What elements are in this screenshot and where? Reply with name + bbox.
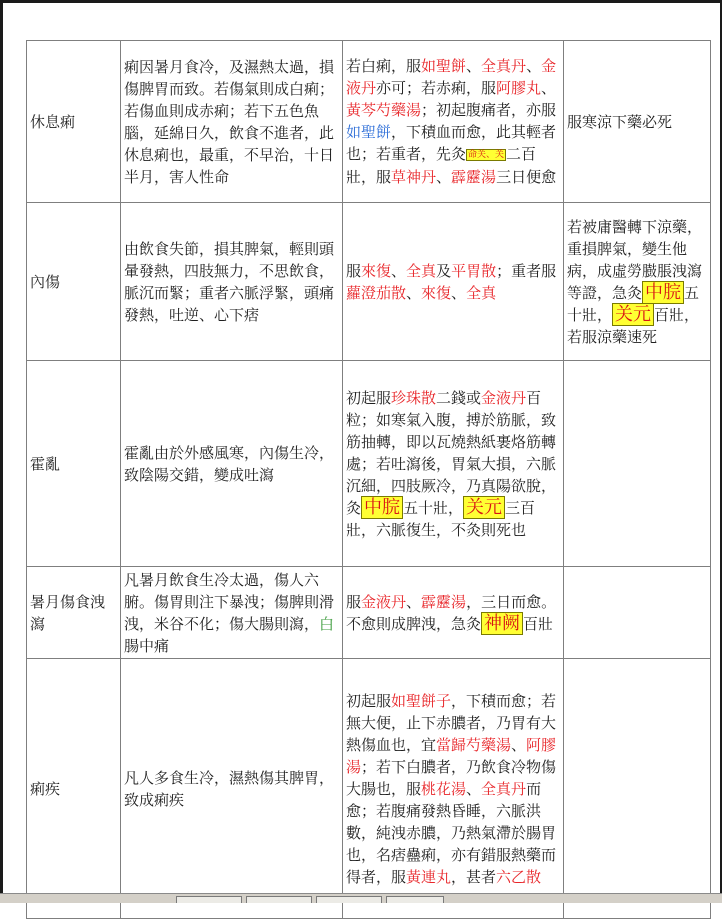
disease-name: 內傷 — [30, 272, 61, 291]
table-row — [27, 41, 711, 203]
cause-highlight[interactable]: 白 — [319, 614, 335, 633]
acupoint-label[interactable]: 关元 — [612, 303, 654, 326]
treatment-cell — [343, 361, 564, 567]
cause-text: 腸中痛 — [124, 636, 170, 655]
cause-text: 凡人多食生冷，濕熱傷其脾胃，致成痢疾 — [124, 768, 335, 809]
treatment-text: 五十壯， — [403, 498, 464, 517]
cause-cell — [121, 659, 343, 919]
note-text: 百壯，若服涼藥速死 — [567, 305, 700, 346]
note-text: 若被庸醫轉下涼藥，重損脾氣，變生他病，成虛勞臌脹洩瀉等證，急灸 — [567, 217, 703, 302]
cause-cell — [121, 361, 343, 567]
treatment-text: 三日便愈 — [496, 167, 557, 186]
disease-treatment-table — [26, 40, 711, 919]
table-row — [27, 361, 711, 567]
drug-link[interactable]: 霹靂湯 — [421, 592, 467, 611]
treatment-text: ，下積血而愈，此其輕者也；若重者，先灸 — [346, 123, 557, 164]
drug-link[interactable]: 來復 — [361, 261, 392, 280]
window-top-border — [0, 0, 722, 3]
cause-text: 霍亂由於外感風寒，內傷生冷，致陰陽交錯，變成吐瀉 — [124, 443, 335, 484]
note-cell — [564, 203, 711, 361]
acupoint-label[interactable]: 中脘 — [361, 496, 403, 519]
drug-link[interactable]: 如聖餅子 — [391, 691, 452, 710]
treatment-text: 服 — [346, 261, 362, 280]
treatment-text: 二百壯，服 — [346, 145, 537, 186]
treatment-text: ；若下白膿者，乃飲食冷物傷大腸也，服 — [346, 757, 557, 798]
disease-name-cell — [27, 361, 121, 567]
treatment-text: 二錢或 — [436, 388, 482, 407]
drug-link[interactable]: 來復 — [421, 283, 452, 302]
drug-link[interactable]: 桃花湯 — [421, 779, 467, 798]
treatment-text: ，三日而愈。不愈則成脾洩，急灸 — [346, 592, 557, 633]
treatment-cell — [343, 41, 564, 203]
disease-name-cell — [27, 41, 121, 203]
treatment-text: 及 — [436, 261, 452, 280]
treatment-text: ；初起腹痛者，亦服 — [421, 101, 557, 120]
drug-link[interactable]: 全真 — [406, 261, 437, 280]
note-text: 服寒涼下藥必死 — [567, 112, 673, 131]
drug-link[interactable]: 全真丹 — [481, 57, 527, 76]
treatment-cell — [343, 659, 564, 919]
acupoint-label[interactable]: 神阙 — [481, 612, 523, 635]
note-cell — [564, 659, 711, 919]
note-cell — [564, 361, 711, 567]
drug-link[interactable]: 金液丹 — [481, 388, 527, 407]
treatment-text: ；重者服 — [496, 261, 557, 280]
treatment-text: 初起服 — [346, 388, 392, 407]
note-cell — [564, 41, 711, 203]
treatment-text: 、 — [391, 261, 407, 280]
acupoint-label[interactable]: 命关、关 — [468, 149, 505, 160]
drug-link[interactable]: 全真丹 — [481, 779, 527, 798]
note-cell — [564, 567, 711, 659]
treatment-text: 、 — [526, 57, 542, 76]
disease-name: 休息痢 — [30, 112, 76, 131]
treatment-text: 、 — [406, 592, 422, 611]
treatment-text: 、 — [466, 779, 482, 798]
disease-name: 暑月傷食洩瀉 — [30, 592, 106, 633]
cause-text: 由飲食失節，損其脾氣，輕則頭暈發熱，四肢無力，不思飲食，脈沉而緊；重者六脈浮緊，頭痛發熱，吐逆、心下痞 — [124, 239, 335, 324]
drug-link[interactable]: 黃芩芍藥湯 — [346, 101, 422, 120]
table-row — [27, 567, 711, 659]
drug-link[interactable]: 霹靂湯 — [451, 167, 497, 186]
drug-link[interactable]: 當歸芍藥湯 — [436, 735, 512, 754]
drug-link[interactable]: 如聖餅 — [346, 123, 392, 142]
cause-text: 痢因暑月食冷，及濕熱太過，損傷脾胃而致。若傷氣則成白痢；若傷血則成赤痢；若下五色魚腦，延綿日久，飲食不進者，此休息痢也，最重，不早治，十日半月，害人性命 — [124, 57, 335, 186]
treatment-text: 初起服 — [346, 691, 392, 710]
drug-link[interactable]: 六乙散 — [496, 867, 542, 886]
drug-link[interactable]: 金液丹 — [361, 592, 407, 611]
acupoint-label[interactable]: 中脘 — [642, 281, 684, 304]
treatment-text: 、 — [406, 283, 422, 302]
treatment-cell — [343, 567, 564, 659]
cause-cell — [121, 41, 343, 203]
disease-name-cell — [27, 659, 121, 919]
treatment-cell — [343, 203, 564, 361]
treatment-text: 、 — [541, 79, 557, 98]
note-text: 五十壯， — [567, 283, 700, 324]
treatment-text: 、 — [466, 57, 482, 76]
drug-link[interactable]: 阿膠湯 — [346, 735, 557, 776]
drug-link[interactable]: 草神丹 — [391, 167, 437, 186]
disease-name-cell — [27, 203, 121, 361]
drug-link[interactable]: 金液丹 — [346, 57, 557, 98]
treatment-text: ，甚者 — [451, 867, 497, 886]
treatment-text: 亦可；若赤痢，服 — [376, 79, 497, 98]
cause-text: 凡暑月飲食生冷太過，傷人六腑。傷胃則注下暴洩；傷脾則滑洩，米谷不化；傷大腸則瀉， — [124, 570, 335, 633]
drug-link[interactable]: 平胃散 — [451, 261, 497, 280]
treatment-text: 若白痢，服 — [346, 57, 422, 76]
treatment-text: 百粒；如寒氣入腹，搏於筋脈，致筋抽轉，即以瓦燒熱紙裹烙筋轉處；若吐瀉後，胃氣大損，六脈沉細，四肢厥冷，乃真陽欲脫，灸 — [346, 388, 557, 517]
disease-name-cell — [27, 567, 121, 659]
drug-link[interactable]: 阿膠丸 — [496, 79, 542, 98]
treatment-text: 三百壯，六脈復生，不灸則死也 — [346, 498, 536, 539]
cause-cell — [121, 203, 343, 361]
treatment-text: 百壯 — [523, 614, 554, 633]
treatment-text: 服 — [346, 592, 362, 611]
treatment-text: 、 — [436, 167, 452, 186]
treatment-text: 、 — [511, 735, 527, 754]
table-row — [27, 659, 711, 919]
acupoint-label[interactable]: 关元 — [463, 496, 505, 519]
drug-link[interactable]: 黃連丸 — [406, 867, 452, 886]
table-row — [27, 203, 711, 361]
drug-link[interactable]: 蘿澄茄散 — [346, 283, 407, 302]
treatment-text: ，下積而愈；若無大便，止下赤膿者，乃胃有大熱傷血也，宜 — [346, 691, 557, 754]
disease-name: 霍亂 — [30, 454, 61, 473]
drug-link[interactable]: 珍珠散 — [391, 388, 437, 407]
cause-cell — [121, 567, 343, 659]
treatment-text: 而愈；若腹痛發熱昏睡，六脈洪數，純洩赤膿，乃熱氣滯於腸胃也，名痞蠱痢，亦有錯服熱藥而得者，服 — [346, 779, 557, 886]
disease-name: 痢疾 — [30, 779, 61, 798]
drug-link[interactable]: 如聖餅 — [421, 57, 467, 76]
window-left-border — [0, 0, 3, 902]
drug-link[interactable]: 全真 — [466, 283, 497, 302]
treatment-text: 、 — [451, 283, 467, 302]
